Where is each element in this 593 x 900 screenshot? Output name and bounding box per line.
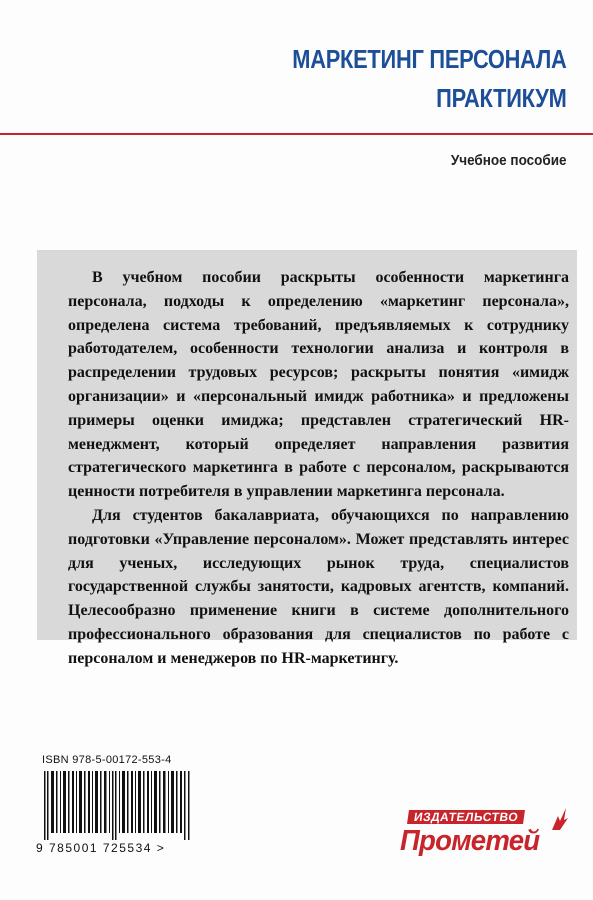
book-title-line1: МАРКЕТИНГ ПЕРСОНАЛА [292, 44, 567, 74]
publisher-label: ИЗДАТЕЛЬСТВО [407, 810, 525, 824]
flame-icon [548, 808, 570, 830]
book-title-line2: ПРАКТИКУМ [436, 83, 567, 113]
red-divider [0, 133, 593, 135]
book-title [293, 40, 567, 118]
annotation-box [37, 250, 577, 667]
publisher-name: Прометей [400, 825, 540, 857]
annotation-paragraph-2: Для студентов бакалавриата, обучающихся по направлению подготовки «Управление персоналом». Может представлять интерес для ученых, исследующих рынок труда, специалистов государственной службы занятости, кадровых агентств, компаний. Целесообразно применение книги в системе дополнительного профессионального образования для специалистов по работе с персоналом и менеджеров по HR-маркетингу. [68, 506, 569, 667]
isbn-label: ISBN 978-5-00172-553-4 [42, 754, 172, 766]
publisher-logo [398, 808, 578, 864]
annotation-paragraph-1: В учебном пособии раскрыты особенности маркетинга персонала, подходы к определению «маркетинг персонала», определена система требований, предъявляемых к сотруднику работодателем, особенности технологии анализа и контроля в распределении трудовых ресурсов; раскрыты понятия «имидж организации» и «персональный имидж работника» и предложены примеры оценки имиджа; представлен стратегический HR-менеджмент, который определяет направления развития стратегического маркетинга в работе с персоналом, раскрываются ценности потребителя в управлении маркетинга персонала. [68, 269, 569, 501]
isbn-barcode [42, 771, 192, 840]
barcode-digits: 9 785001 725534 > [36, 841, 166, 855]
book-type: Учебное пособие [451, 152, 567, 169]
